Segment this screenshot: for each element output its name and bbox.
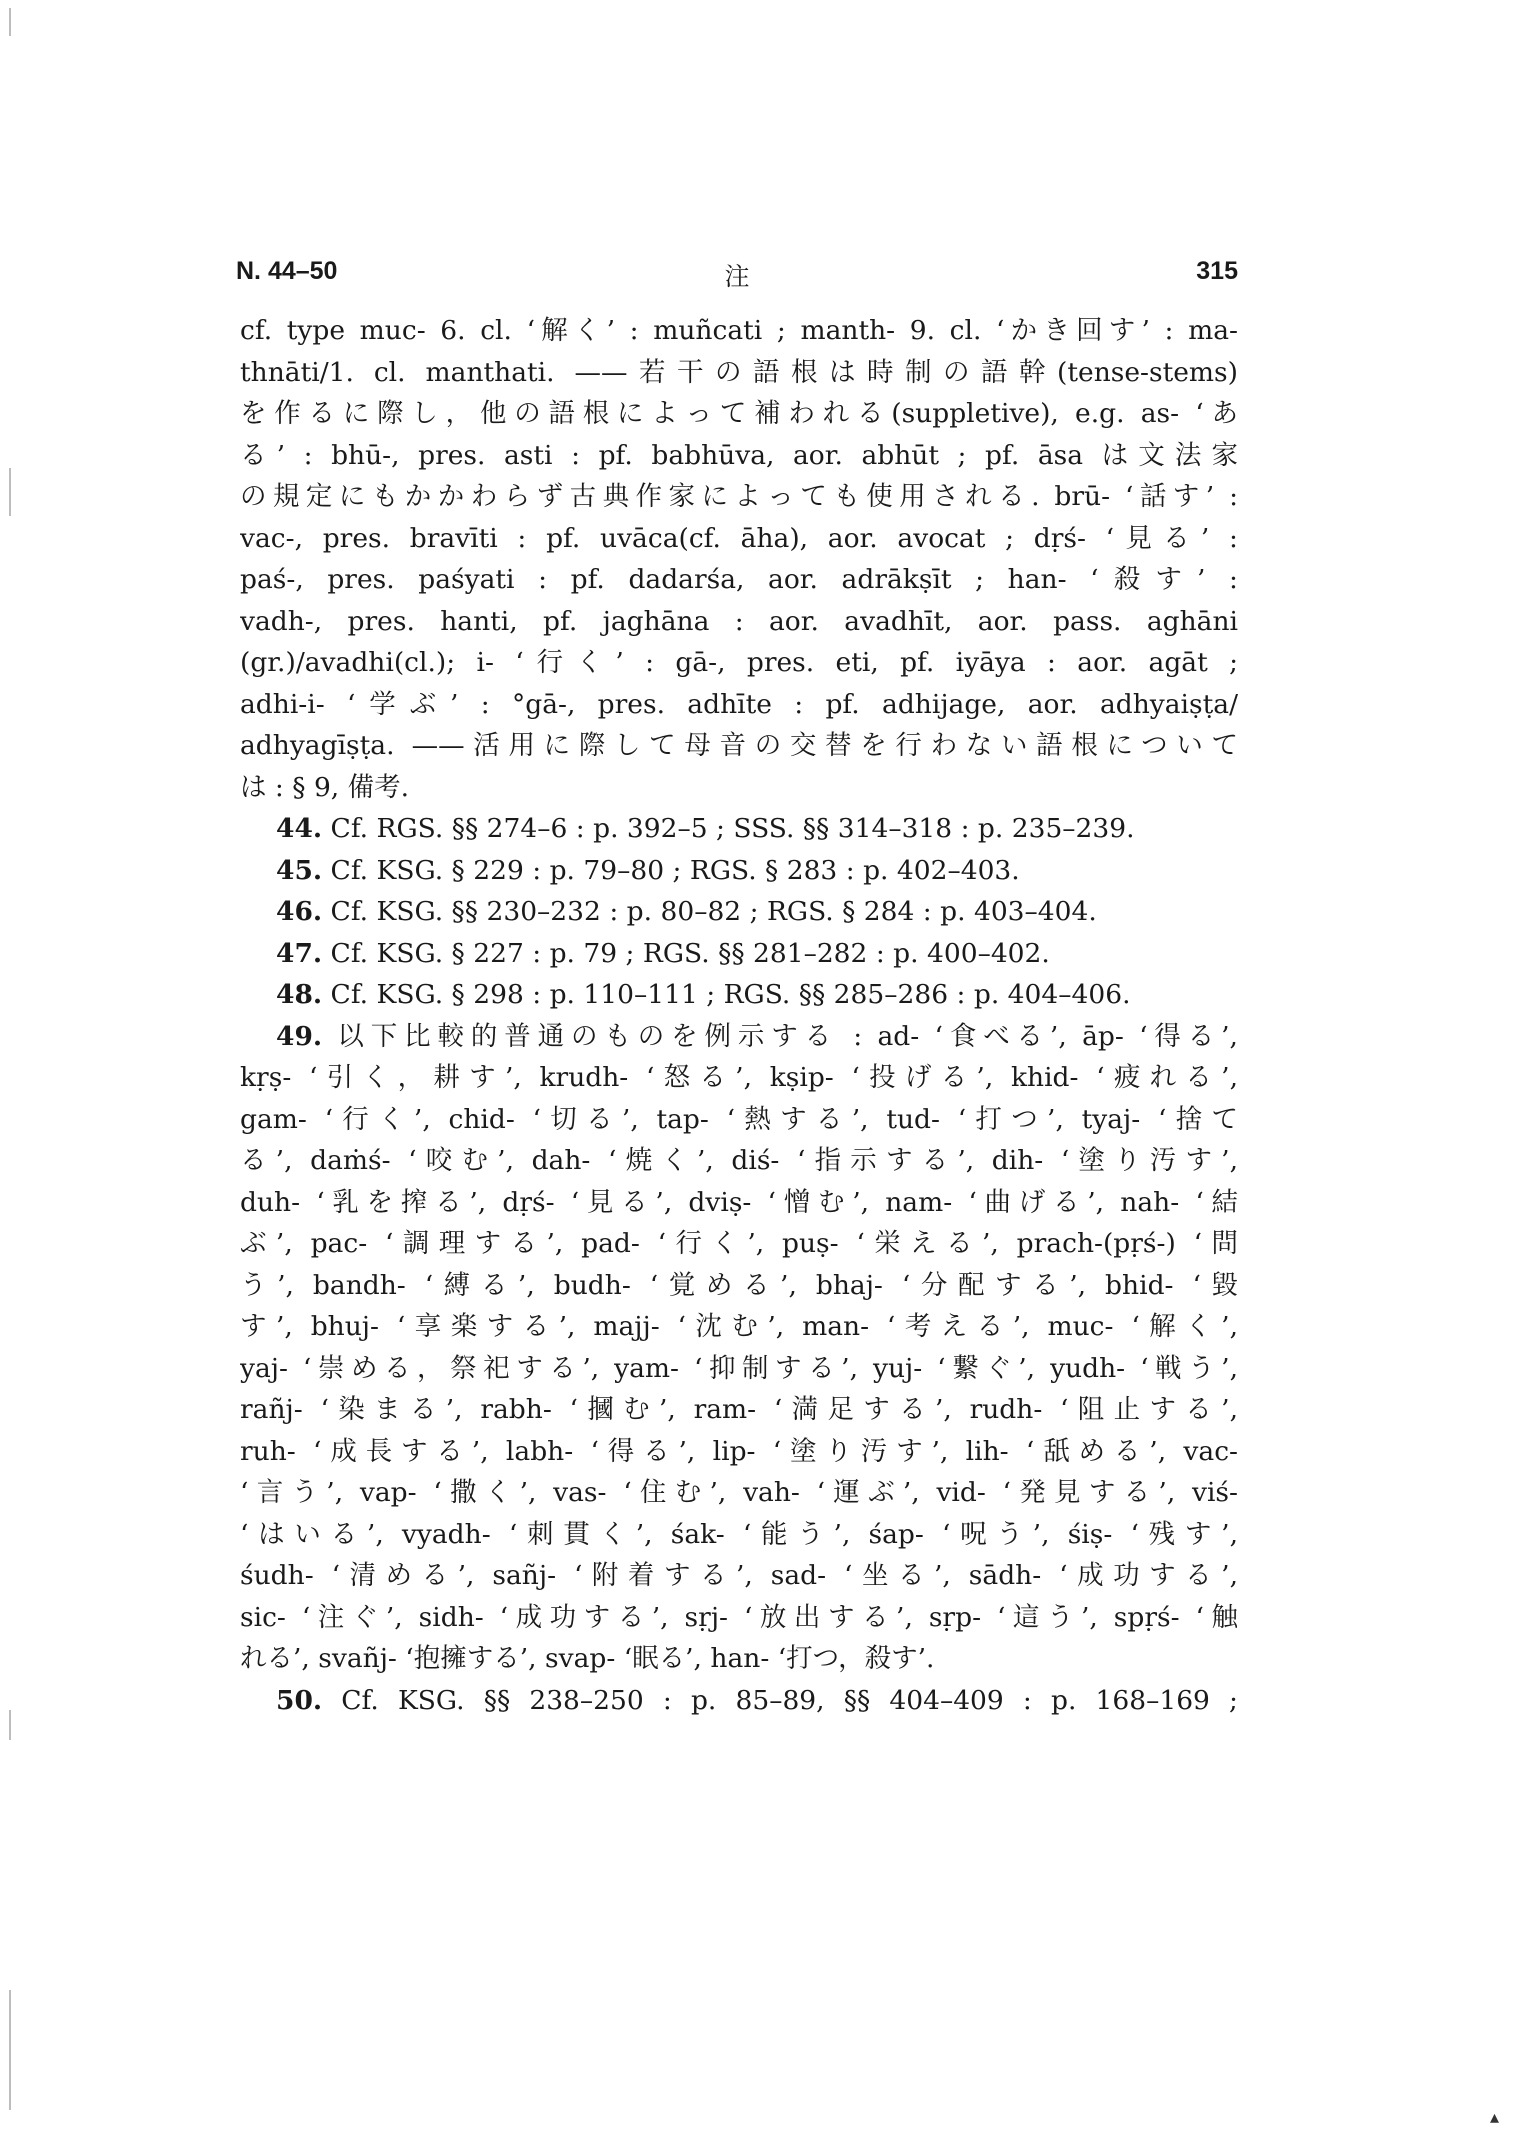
note-text: 以下比較的普通のものを例示する : ad- ‘食べる’, āp- ‘得る’,: [337, 1020, 1238, 1052]
page-number: 315: [1196, 257, 1238, 285]
note-number: 50.: [276, 1684, 323, 1716]
intro-line: る’ : bhū-, pres. asti : pf. babhūva, aor. abhūt ; pf. āsa は文法家: [240, 439, 1238, 471]
intro-line: vac-, pres. bravīti : pf. uvāca(cf. āha), aor. avocat ; dṛś- ‘見る’ :: [240, 522, 1238, 554]
note-number: 49.: [276, 1020, 323, 1052]
note-49-line: れる’, svañj- ‘抱擁する’, svap- ‘眠る’, han- ‘打つ，殺す’.: [240, 1643, 935, 1674]
note-49-line: ‘言う’, vap- ‘撒く’, vas- ‘住む’, vah- ‘運ぶ’, vid- ‘発見する’, viś-: [240, 1477, 1238, 1508]
intro-paragraph: [240, 310, 1238, 808]
note-49-line: śudh- ‘清める’, sañj- ‘附着する’, sad- ‘坐る’, sādh- ‘成功する’,: [240, 1560, 1238, 1591]
note-text: Cf. KSG. §§ 230–232 : p. 80–82 ; RGS. § 284 : p. 403–404.: [330, 896, 1097, 927]
intro-line: vadh-, pres. hanti, pf. jaghāna : aor. avadhīt, aor. pass. aghāni: [240, 605, 1238, 637]
intro-line: を作るに際し，他の語根によって補われる(suppletive), e.g. as- ‘あ: [240, 398, 1238, 429]
note-49: [240, 1016, 1238, 1680]
note-47: [240, 933, 1238, 975]
page-edge-mark-mid: [9, 468, 11, 516]
intro-line: cf. type muc- 6. cl. ‘解く’ : muñcati ; manth- 9. cl. ‘かき回す’ : ma-: [240, 315, 1238, 346]
note-49-line: sic- ‘注ぐ’, sidh- ‘成功する’, sṛj- ‘放出する’, sṛp- ‘這う’, spṛś- ‘触: [240, 1601, 1238, 1633]
running-title: 注: [724, 262, 750, 291]
intro-line: thnāti/1. cl. manthati. ——若干の語根は時制の語幹(tense-stems): [240, 356, 1238, 388]
note-49-line: ‘はいる’, vyadh- ‘刺貫く’, śak- ‘能う’, śap- ‘呪う’, śiṣ- ‘残す’,: [240, 1518, 1238, 1550]
intro-line: adhi-i- ‘学ぶ’ : °gā-, pres. adhīte : pf. adhijage, aor. adhyaiṣṭa/: [240, 688, 1238, 720]
note-number: 44.: [276, 813, 323, 844]
note-49-first-line: [240, 1016, 1238, 1058]
note-49-line: ruh- ‘成長する’, labh- ‘得る’, lip- ‘塗り汚す’, lih- ‘舐める’, vac-: [240, 1435, 1238, 1467]
intro-line: の規定にもかかわらず古典作家によっても使用される. brū- ‘話す’ :: [240, 481, 1238, 512]
note-number: 47.: [276, 937, 323, 969]
note-49-line: う’, bandh- ‘縛る’, budh- ‘覚める’, bhaj- ‘分配する’, bhid- ‘毀: [240, 1269, 1238, 1301]
page-header: [236, 257, 1238, 293]
note-number: 46.: [276, 896, 323, 927]
note-text: Cf. RGS. §§ 274–6 : p. 392–5 ; SSS. §§ 314–318 : p. 235–239.: [330, 813, 1135, 844]
page-edge-mark-bottom: [9, 1990, 11, 2110]
note-44: [240, 808, 1238, 850]
section-range: N. 44–50: [236, 257, 338, 285]
intro-line: paś-, pres. paśyati : pf. dadarśa, aor. adrākṣīt ; han- ‘殺す’ :: [240, 564, 1238, 595]
page-edge-mark-lower: [9, 1710, 11, 1740]
note-number: 48.: [276, 979, 323, 1010]
note-45: [240, 850, 1238, 892]
note-50: [240, 1680, 1238, 1722]
note-48: [240, 974, 1238, 1016]
note-49-line: る’, daṁś- ‘咬む’, dah- ‘焼く’, diś- ‘指示する’, dih- ‘塗り汚す’,: [240, 1145, 1238, 1176]
intro-line: adhyagīṣṭa. ——活用に際して母音の交替を行わない語根について: [240, 730, 1238, 761]
note-text: Cf. KSG. § 298 : p. 110–111 ; RGS. §§ 285–286 : p. 404–406.: [330, 979, 1131, 1010]
note-number: 45.: [276, 854, 323, 886]
note-text: Cf. KSG. § 229 : p. 79–80 ; RGS. § 283 : p. 402–403.: [330, 854, 1020, 886]
note-49-line: duh- ‘乳を搾る’, dṛś- ‘見る’, dviṣ- ‘憎む’, nam- ‘曲げる’, nah- ‘結: [240, 1186, 1238, 1218]
note-49-line: gam- ‘行く’, chid- ‘切る’, tap- ‘熱する’, tud- ‘打つ’, tyaj- ‘捨て: [240, 1103, 1238, 1135]
note-text: Cf. KSG. §§ 238–250 : p. 85–89, §§ 404–409 : p. 168–169 ;: [341, 1684, 1238, 1716]
corner-mark: ▴: [1490, 2107, 1500, 2128]
note-49-line: yaj- ‘崇める，祭祀する’, yam- ‘抑制する’, yuj- ‘繋ぐ’, yudh- ‘戦う’,: [240, 1352, 1238, 1384]
intro-line: (gr.)/avadhi(cl.); i- ‘行く’ : gā-, pres. eti, pf. iyāya : aor. agāt ;: [240, 647, 1238, 678]
note-46: [240, 891, 1238, 933]
note-text: Cf. KSG. § 227 : p. 79 ; RGS. §§ 281–282 : p. 400–402.: [330, 937, 1050, 969]
note-49-line: ぶ’, pac- ‘調理する’, pad- ‘行く’, puṣ- ‘栄える’, prach-(pṛś-) ‘問: [240, 1228, 1238, 1259]
intro-line: は : § 9, 備考.: [240, 771, 410, 803]
note-49-line: す’, bhuj- ‘享楽する’, majj- ‘沈む’, man- ‘考える’, muc- ‘解く’,: [240, 1311, 1238, 1342]
page-edge-mark-top: [9, 8, 11, 36]
note-49-line: rañj- ‘染まる’, rabh- ‘摑む’, ram- ‘満足する’, rudh- ‘阻止する’,: [240, 1394, 1238, 1425]
notes-body: [240, 310, 1238, 1721]
note-49-line: kṛṣ- ‘引く，耕す’, krudh- ‘怒る’, kṣip- ‘投げる’, khid- ‘疲れる’,: [240, 1062, 1238, 1093]
